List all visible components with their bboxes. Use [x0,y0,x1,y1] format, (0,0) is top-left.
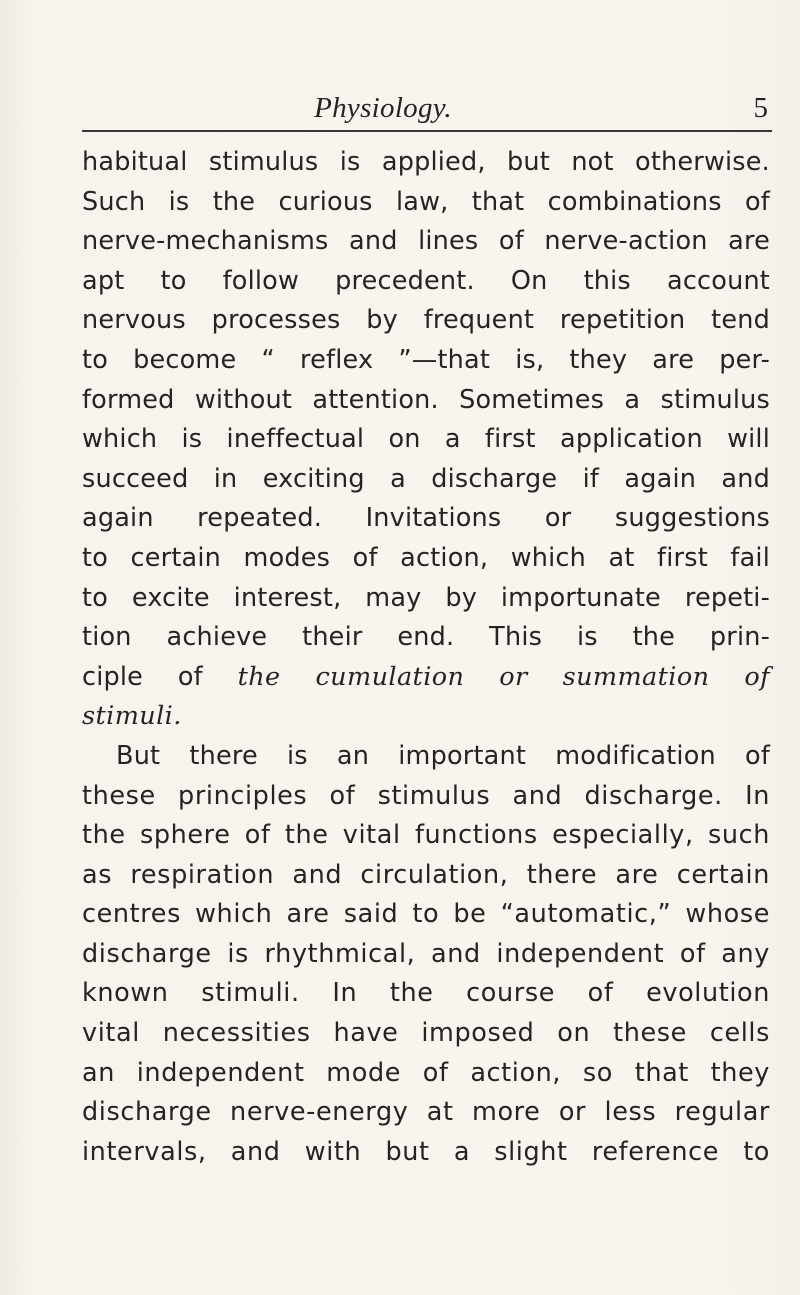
text-line [82,183,770,223]
text-line [82,222,770,262]
line-text: ciple of [82,661,238,692]
italic-phrase: the cumulation or summation of [237,661,770,692]
line-text: But there is an important modification of [116,740,770,771]
line-text: nerve-mechanisms and lines of nerve-action are [82,226,770,257]
text-line [82,816,770,856]
text-line [82,341,770,381]
italic-phrase: stimuli. [82,701,182,732]
text-line [82,499,770,539]
text-line [82,737,770,777]
line-text: intervals, and with but a slight reference to [82,1136,770,1167]
line-text: these principles of stimulus and discharge. In [82,780,770,811]
line-text: succeed in exciting a discharge if again and [82,463,770,494]
text-line [82,460,770,500]
text-line [82,895,770,935]
header-rule [82,130,772,132]
text-line [82,381,770,421]
text-line [82,697,770,737]
running-head [78,88,772,130]
text-line [82,579,770,619]
text-line [82,420,770,460]
line-text: which is ineffectual on a first application will [82,424,770,455]
text-line [82,856,770,896]
text-line [82,301,770,341]
text-line [82,618,770,658]
line-text: known stimuli. In the course of evolution [82,978,770,1009]
line-text: Such is the curious law, that combinations of [82,186,770,217]
text-line [82,1054,770,1094]
line-text: habitual stimulus is applied, but not otherwise. [82,147,770,177]
text-line [82,262,770,302]
line-text: discharge nerve-energy at more or less regular [82,1097,770,1128]
line-text: again repeated. Invitations or suggestions [82,503,770,534]
line-text: the sphere of the vital functions especially, such [82,820,770,851]
line-text: nervous processes by frequent repetition tend [82,305,770,336]
text-line [82,539,770,579]
line-text: to certain modes of action, which at first fail [82,542,770,573]
line-text: an independent mode of action, so that they [82,1057,770,1088]
running-head-title: Physiology. [314,92,452,124]
text-line [82,1014,770,1054]
line-text: to excite interest, may by importunate repeti- [82,582,770,613]
line-text: formed without attention. Sometimes a stimulus [82,384,770,415]
line-text: vital necessities have imposed on these cells [82,1018,770,1049]
page-number: 5 [753,92,768,124]
line-text: apt to follow precedent. On this account [82,265,770,296]
text-line [82,1133,770,1173]
line-text: as respiration and circulation, there are certain [82,859,770,890]
text-line [82,777,770,817]
text-line [82,935,770,975]
text-line [82,974,770,1014]
line-text: centres which are said to be “automatic,” whose [82,899,770,930]
text-line [82,143,770,183]
line-text: to become “ reflex ”—that is, they are per- [82,344,770,375]
text-line [82,658,770,698]
line-text: discharge is rhythmical, and independent of any [82,938,770,969]
text-line [82,1093,770,1133]
body-text [82,143,770,1172]
line-text: tion achieve their end. This is the prin- [82,622,770,653]
